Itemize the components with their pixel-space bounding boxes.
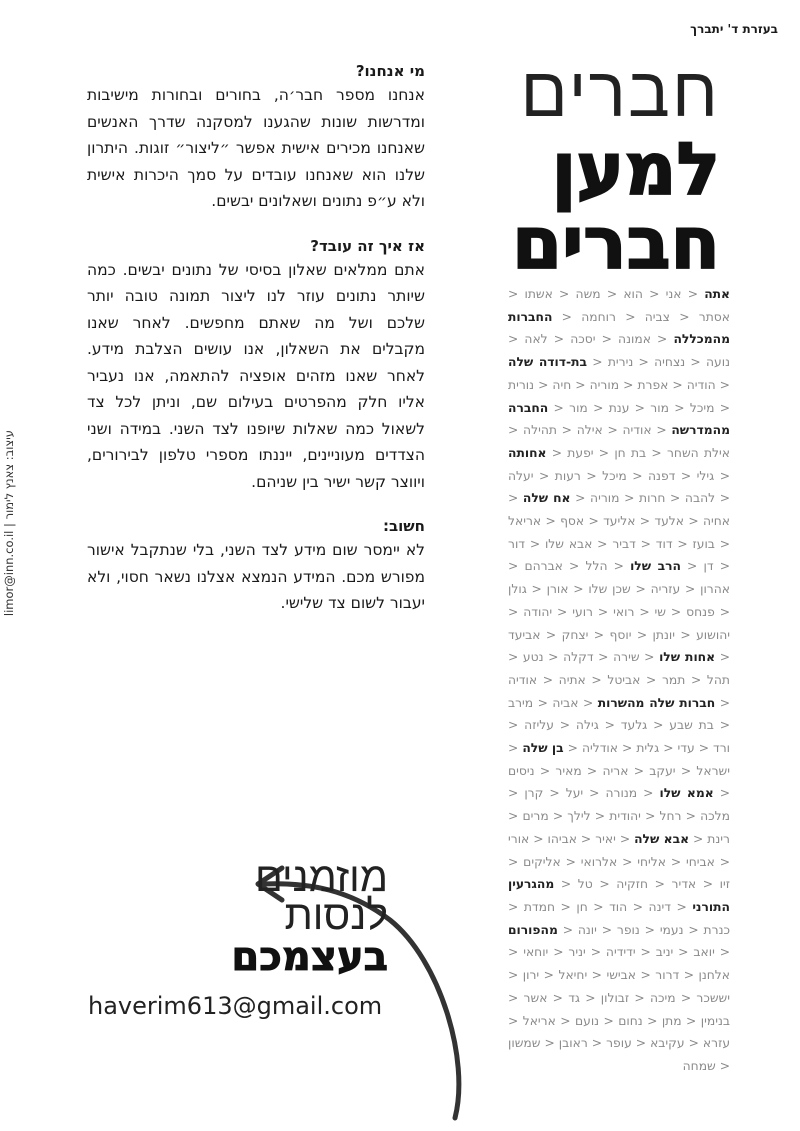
word-cloud-name: מנורה: [605, 786, 638, 801]
word-cloud-name: החברה מהמדרשה: [508, 400, 730, 438]
word-cloud-name: אחיה: [702, 514, 730, 529]
word-cloud-name: גילי: [696, 468, 715, 483]
word-cloud-name: תהל: [706, 672, 730, 687]
word-cloud-name: אריה: [602, 763, 629, 778]
word-cloud-name: יפעת: [567, 445, 594, 460]
word-cloud-name: ענת: [608, 400, 630, 415]
word-cloud-name: רינת: [707, 831, 730, 846]
word-cloud-name: אודליה: [581, 741, 618, 756]
word-cloud-name: יניר: [568, 945, 586, 960]
word-cloud-name: מתן: [661, 1013, 682, 1028]
page-title: [420, 51, 720, 285]
section-text: אנחנו מספר חבר׳ה, בחורים ובחורות מישיבות ומדרשות שונות שהגענו למסקנה שדרך האנשים שאנחנו מכירים אישית אפשר ״ליצור״ זוגות. היתרון שלנו הוא שאנחנו עובדים על סמך היכרות אישית ולא ע״פ נתונים ושאלונים יבשים.: [87, 86, 425, 210]
section-text: לא יימסר שום מידע לצד השני, בלי שנתקבל אישור מפורש מכם. המידע הנמצא אצלנו נשאר חסוי, ולא יעבור לשום צד שלישי.: [87, 541, 425, 612]
word-cloud-name: עזרא: [702, 1036, 730, 1051]
word-cloud-name: אודיה: [508, 672, 538, 687]
word-cloud-name: אליעד: [603, 514, 636, 529]
word-cloud-name: עזריה: [650, 582, 681, 597]
word-cloud-name: מהגרעין התורני: [508, 877, 730, 914]
cta-line-1: מוזמנים: [254, 853, 388, 901]
word-cloud-name: בנימין: [700, 1013, 730, 1028]
word-cloud-name: אחותה: [508, 445, 547, 460]
word-cloud-name: יואב: [693, 945, 715, 960]
word-cloud-name: זיו: [719, 877, 730, 892]
word-cloud-name: רואי: [613, 604, 635, 619]
design-credit: עיצוב: צאנץ לימור | limor@inn.co.il: [2, 430, 16, 617]
word-cloud-name: אברהם: [524, 559, 563, 574]
word-cloud-name: דקלה: [563, 650, 594, 665]
title-line-3: חברים: [511, 201, 720, 285]
word-cloud-name: אריאל: [522, 1013, 556, 1028]
word-cloud-name: יסכה: [570, 332, 596, 347]
word-cloud-name: נורית: [508, 377, 535, 392]
word-cloud-name: אני: [665, 287, 682, 301]
word-cloud-name: יעלה: [508, 468, 534, 483]
word-cloud-name: מירב: [508, 695, 534, 710]
word-cloud-name: החברות מהמכללה: [508, 309, 730, 347]
word-cloud-name: אלחנן: [698, 968, 730, 983]
cta-line-2: לנסות: [284, 891, 388, 939]
word-cloud-name: אליקים: [523, 854, 561, 869]
word-cloud-name: עדי: [677, 741, 695, 756]
word-cloud-name: גלעד: [620, 718, 648, 733]
word-cloud-name: קרן: [524, 786, 544, 801]
word-cloud-name: הרב שלו: [630, 559, 681, 574]
word-cloud-name: אשתו: [524, 287, 553, 301]
word-cloud-name: מיכה: [649, 990, 676, 1005]
word-cloud-name: רעות: [554, 468, 581, 483]
word-cloud-name: רחל: [659, 809, 682, 824]
word-cloud-name: נועם: [574, 1013, 600, 1028]
word-cloud-name: יעל: [565, 786, 584, 801]
word-cloud-name: ורד: [713, 741, 730, 756]
word-cloud-name: מור: [569, 400, 588, 415]
word-cloud-name: תמר: [661, 672, 686, 687]
word-cloud-name: בת שבע: [669, 718, 714, 733]
word-cloud-name: שירה: [613, 650, 640, 665]
word-cloud-name: טל: [577, 877, 593, 892]
word-cloud-name: יניב: [655, 945, 674, 960]
call-to-action: [88, 853, 388, 980]
word-cloud-name: אביעד: [508, 627, 541, 642]
word-cloud-name: אסף: [560, 514, 585, 529]
word-cloud-name: אליחי: [637, 854, 666, 869]
word-cloud-name: ישראל: [696, 763, 730, 778]
word-cloud-name: אחות שלו: [659, 650, 716, 665]
word-cloud-name: מיכל: [689, 400, 715, 415]
word-cloud-name: שי: [654, 604, 667, 619]
word-cloud-name: דוד: [655, 536, 673, 551]
title-line-1: חברים: [520, 51, 720, 133]
word-cloud-name: אבישי: [606, 968, 637, 983]
word-cloud-name: נופר: [616, 922, 640, 937]
word-cloud-name: יששכר: [696, 990, 730, 1005]
word-cloud-name: רועי: [572, 604, 593, 619]
word-cloud-name: יהודה: [523, 604, 553, 619]
word-cloud-name: יוחאי: [523, 945, 549, 960]
word-cloud-name: אילת השחר: [666, 445, 730, 460]
word-cloud-name: אבא שלה: [634, 831, 690, 846]
word-cloud-name: אביה: [552, 695, 579, 710]
word-cloud-name: חברות שלה מהשרות: [597, 695, 716, 710]
cta-line-3: בעצמכם: [231, 934, 388, 980]
word-cloud-name: נירית: [607, 355, 634, 370]
section-text: אתם ממלאים שאלון בסיסי של נתונים יבשים. כמה שיותר נתונים עוזר לנו ליצור תמונה טובה יותר שלכם ושל מה שאתם מחפשים. לאחר שאנו מקבלים את השאלון, אנו עושים הצלבת מידע. לאחר שאנו מזהים אופציה להתאמה, אנו נעביר אליו חלק מהפרטים בעילום שם, וניתן לכל צד לשאול כמה שאלות שיופנו לצד השני. במידה ושני הצדדים מעוניינים, ייננתו מספרי טלפון לבירורים, ויווצר קשר ישיר בין שניהם.: [87, 260, 425, 491]
section-heading: מי אנחנו?: [355, 62, 425, 80]
word-cloud-name: אשר: [523, 990, 548, 1005]
word-cloud-name: אביהו: [547, 831, 577, 846]
word-cloud-name: נחום: [618, 1013, 643, 1028]
section-how-it-works: [87, 235, 425, 496]
word-cloud-name: מהפורום: [508, 922, 558, 937]
word-cloud-name: אמונה: [618, 332, 651, 347]
word-cloud-name: נועה: [706, 355, 730, 370]
word-cloud-name: עקיבא: [650, 1036, 685, 1051]
word-cloud-name: אביחי: [685, 854, 715, 869]
word-cloud-name: זבולון: [600, 990, 630, 1005]
word-cloud-name: עליזה: [524, 718, 554, 733]
word-cloud-name: מור: [650, 400, 669, 415]
word-cloud-name: לילך: [567, 809, 591, 824]
word-cloud-name: גולן: [508, 582, 527, 597]
word-cloud-name: בן שלה: [522, 741, 564, 756]
word-cloud-name: בת חן: [614, 445, 647, 460]
word-cloud-name: בת-דודה שלה: [508, 355, 587, 370]
word-cloud-name: אסתר: [698, 309, 730, 324]
word-cloud-name: יונתן: [652, 627, 676, 642]
word-cloud-name: אלרואי: [580, 854, 618, 869]
word-cloud-name: אפרת: [637, 377, 669, 392]
word-cloud-name: הוא: [623, 287, 643, 301]
word-cloud-name: יצחק: [561, 627, 589, 642]
word-cloud-name: דפנה: [648, 468, 676, 483]
word-cloud-name: אודיה: [622, 423, 652, 438]
word-cloud-name: אורי: [508, 831, 530, 846]
contact-email[interactable]: haverim613@gmail.com: [88, 992, 383, 1020]
word-cloud-name: מוריה: [590, 491, 620, 506]
word-cloud-name: גילה: [575, 718, 599, 733]
word-cloud-name: בועז: [692, 536, 715, 551]
word-cloud-name: אלעד: [654, 514, 685, 529]
word-cloud-name: דן: [703, 559, 714, 574]
word-cloud-name: ידידיה: [605, 945, 636, 960]
word-cloud-name: רוחמה: [581, 309, 616, 324]
header-blessing: בעזרת ד' יתברך: [690, 22, 778, 36]
section-important: [87, 515, 425, 617]
word-cloud-name: דור: [508, 536, 526, 551]
word-cloud-name: אילה: [576, 423, 603, 438]
word-cloud-name: אמא שלו: [659, 786, 714, 801]
word-cloud-name: דרור: [655, 968, 680, 983]
word-cloud-name: הוד: [609, 899, 628, 914]
word-cloud-name: אורן: [546, 582, 569, 597]
word-cloud-name: אדיר: [671, 877, 697, 892]
word-cloud-name: אתה: [704, 287, 730, 301]
title-line-2: למען: [551, 127, 720, 211]
word-cloud-name: מאיר: [555, 763, 582, 778]
word-cloud-name: מיכל: [602, 468, 627, 483]
word-cloud-name: דינה: [648, 899, 671, 914]
word-cloud-name: עופר: [606, 1036, 632, 1051]
word-cloud-name: ניסים: [508, 763, 535, 778]
word-cloud-name: אביטל: [607, 672, 641, 687]
word-cloud-name: גלית: [636, 741, 660, 756]
names-word-cloud: אתה < אני < הוא < משה < אשתו < אסתר < צביה < רוחמה < החברות מהמכללה < אמונה < יסכה < לאה < נועה < נצחיה < נירית < בת-דודה שלה < הודיה < אפרת < מוריה < חיה < נורית < מיכל < מור < ענת < מור < החברה מהמדרשה < אודיה < אילה < תהילה < אילת השחר < בת חן < יפעת < אחותה < גילי < דפנה < מיכל < רעות < יעלה < להבה < חרות < מוריה < אח שלה < אחיה < אלעד < אליעד < אסף < אריאל < בועז < דוד < דביר < אבא שלו < דור < דן < הרב שלו < הלל < אברהם < אהרון < עזריה < שכן שלו < אורן < גולן < פנחס < שי < רואי < רועי < יהודה < יהושוע < יונתן < יוסף < יצחק < אביעד < אחות שלו < שירה < דקלה < נטע < תהל < תמר < אביטל < אתיה < אודיה < חברות שלה מהשרות < אביה < מירב < בת שבע < גלעד < גילה < עליזה < ורד < עדי < גלית < אודליה < בן שלה < ישראל < יעקב < אריה < מאיר < ניסים < אמא שלו < מנורה < יעל < קרן < מלכה < רחל < יהודית < לילך < מרים < רינת < אבא שלה < יאיר < אביהו < אורי < אביחי < אליחי < אלרואי < אליקים < זיו < אדיר < חזקיה < טל < מהגרעין התורני < דינה < הוד < חן < חמדת < כנרת < נעמי < נופר < יונה < מהפורום < יואב < יניב < ידידיה < יניר < יוחאי < אלחנן < דרור < אבישי < יחיאל < ירון < יששכר < מיכה < זבולון < גד < אשר < בנימין < מתן < נחום < נועם < אריאל < עזרא < עקיבא < עופר < ראובן < שמשון < שמחה: [508, 287, 730, 1073]
word-cloud-name: חזקיה: [616, 877, 649, 892]
word-cloud-name: מרים: [522, 809, 549, 824]
word-cloud-name: חמדת: [523, 899, 556, 914]
section-heading: אז איך זה עובד?: [310, 236, 425, 255]
word-cloud-name: תהילה: [523, 423, 557, 438]
word-cloud-name: חיה: [552, 377, 572, 392]
word-cloud-name: שמחה: [682, 1058, 716, 1073]
word-cloud-name: פנחס: [686, 604, 715, 619]
word-cloud-name: אתיה: [558, 672, 586, 687]
word-cloud-name: שכן שלו: [588, 582, 631, 597]
word-cloud-name: מוריה: [589, 377, 620, 392]
word-cloud-name: נעמי: [659, 922, 684, 937]
word-cloud-name: חרות: [638, 491, 666, 506]
word-cloud-name: הודיה: [686, 377, 716, 392]
word-cloud-name: שמשון: [508, 1036, 541, 1051]
word-cloud-name: נצחיה: [654, 355, 686, 370]
word-cloud-name: יהושוע: [696, 627, 730, 642]
word-cloud-name: כנרת: [703, 922, 730, 937]
word-cloud-name: אריאל: [508, 514, 542, 529]
word-cloud-name: מלכה: [700, 809, 730, 824]
section-who-we-are: [87, 60, 425, 215]
word-cloud-name: דביר: [612, 536, 636, 551]
word-cloud-name: להבה: [684, 491, 716, 506]
word-cloud-name: חן: [576, 899, 588, 914]
word-cloud-name: נטע: [522, 650, 544, 665]
word-cloud-name: ראובן: [558, 1036, 588, 1051]
word-cloud-name: צביה: [644, 309, 670, 324]
word-cloud-name: אהרון: [700, 582, 730, 597]
word-cloud-name: משה: [575, 287, 601, 301]
article-body: [87, 60, 425, 637]
word-cloud-name: אבא שלו: [544, 536, 593, 551]
word-cloud-name: יעקב: [649, 763, 676, 778]
word-cloud-name: גד: [568, 990, 580, 1005]
word-cloud-name: הלל: [585, 559, 608, 574]
word-cloud-name: אח שלה: [522, 491, 571, 506]
word-cloud-name: יחיאל: [558, 968, 588, 983]
word-cloud-name: לאה: [524, 332, 548, 347]
word-cloud-name: יהודית: [609, 809, 641, 824]
word-cloud-name: יוסף: [609, 627, 632, 642]
word-cloud-name: ירון: [522, 968, 540, 983]
section-heading: חשוב:: [383, 517, 425, 535]
word-cloud-name: יונה: [577, 922, 597, 937]
word-cloud-name: יאיר: [595, 831, 616, 846]
